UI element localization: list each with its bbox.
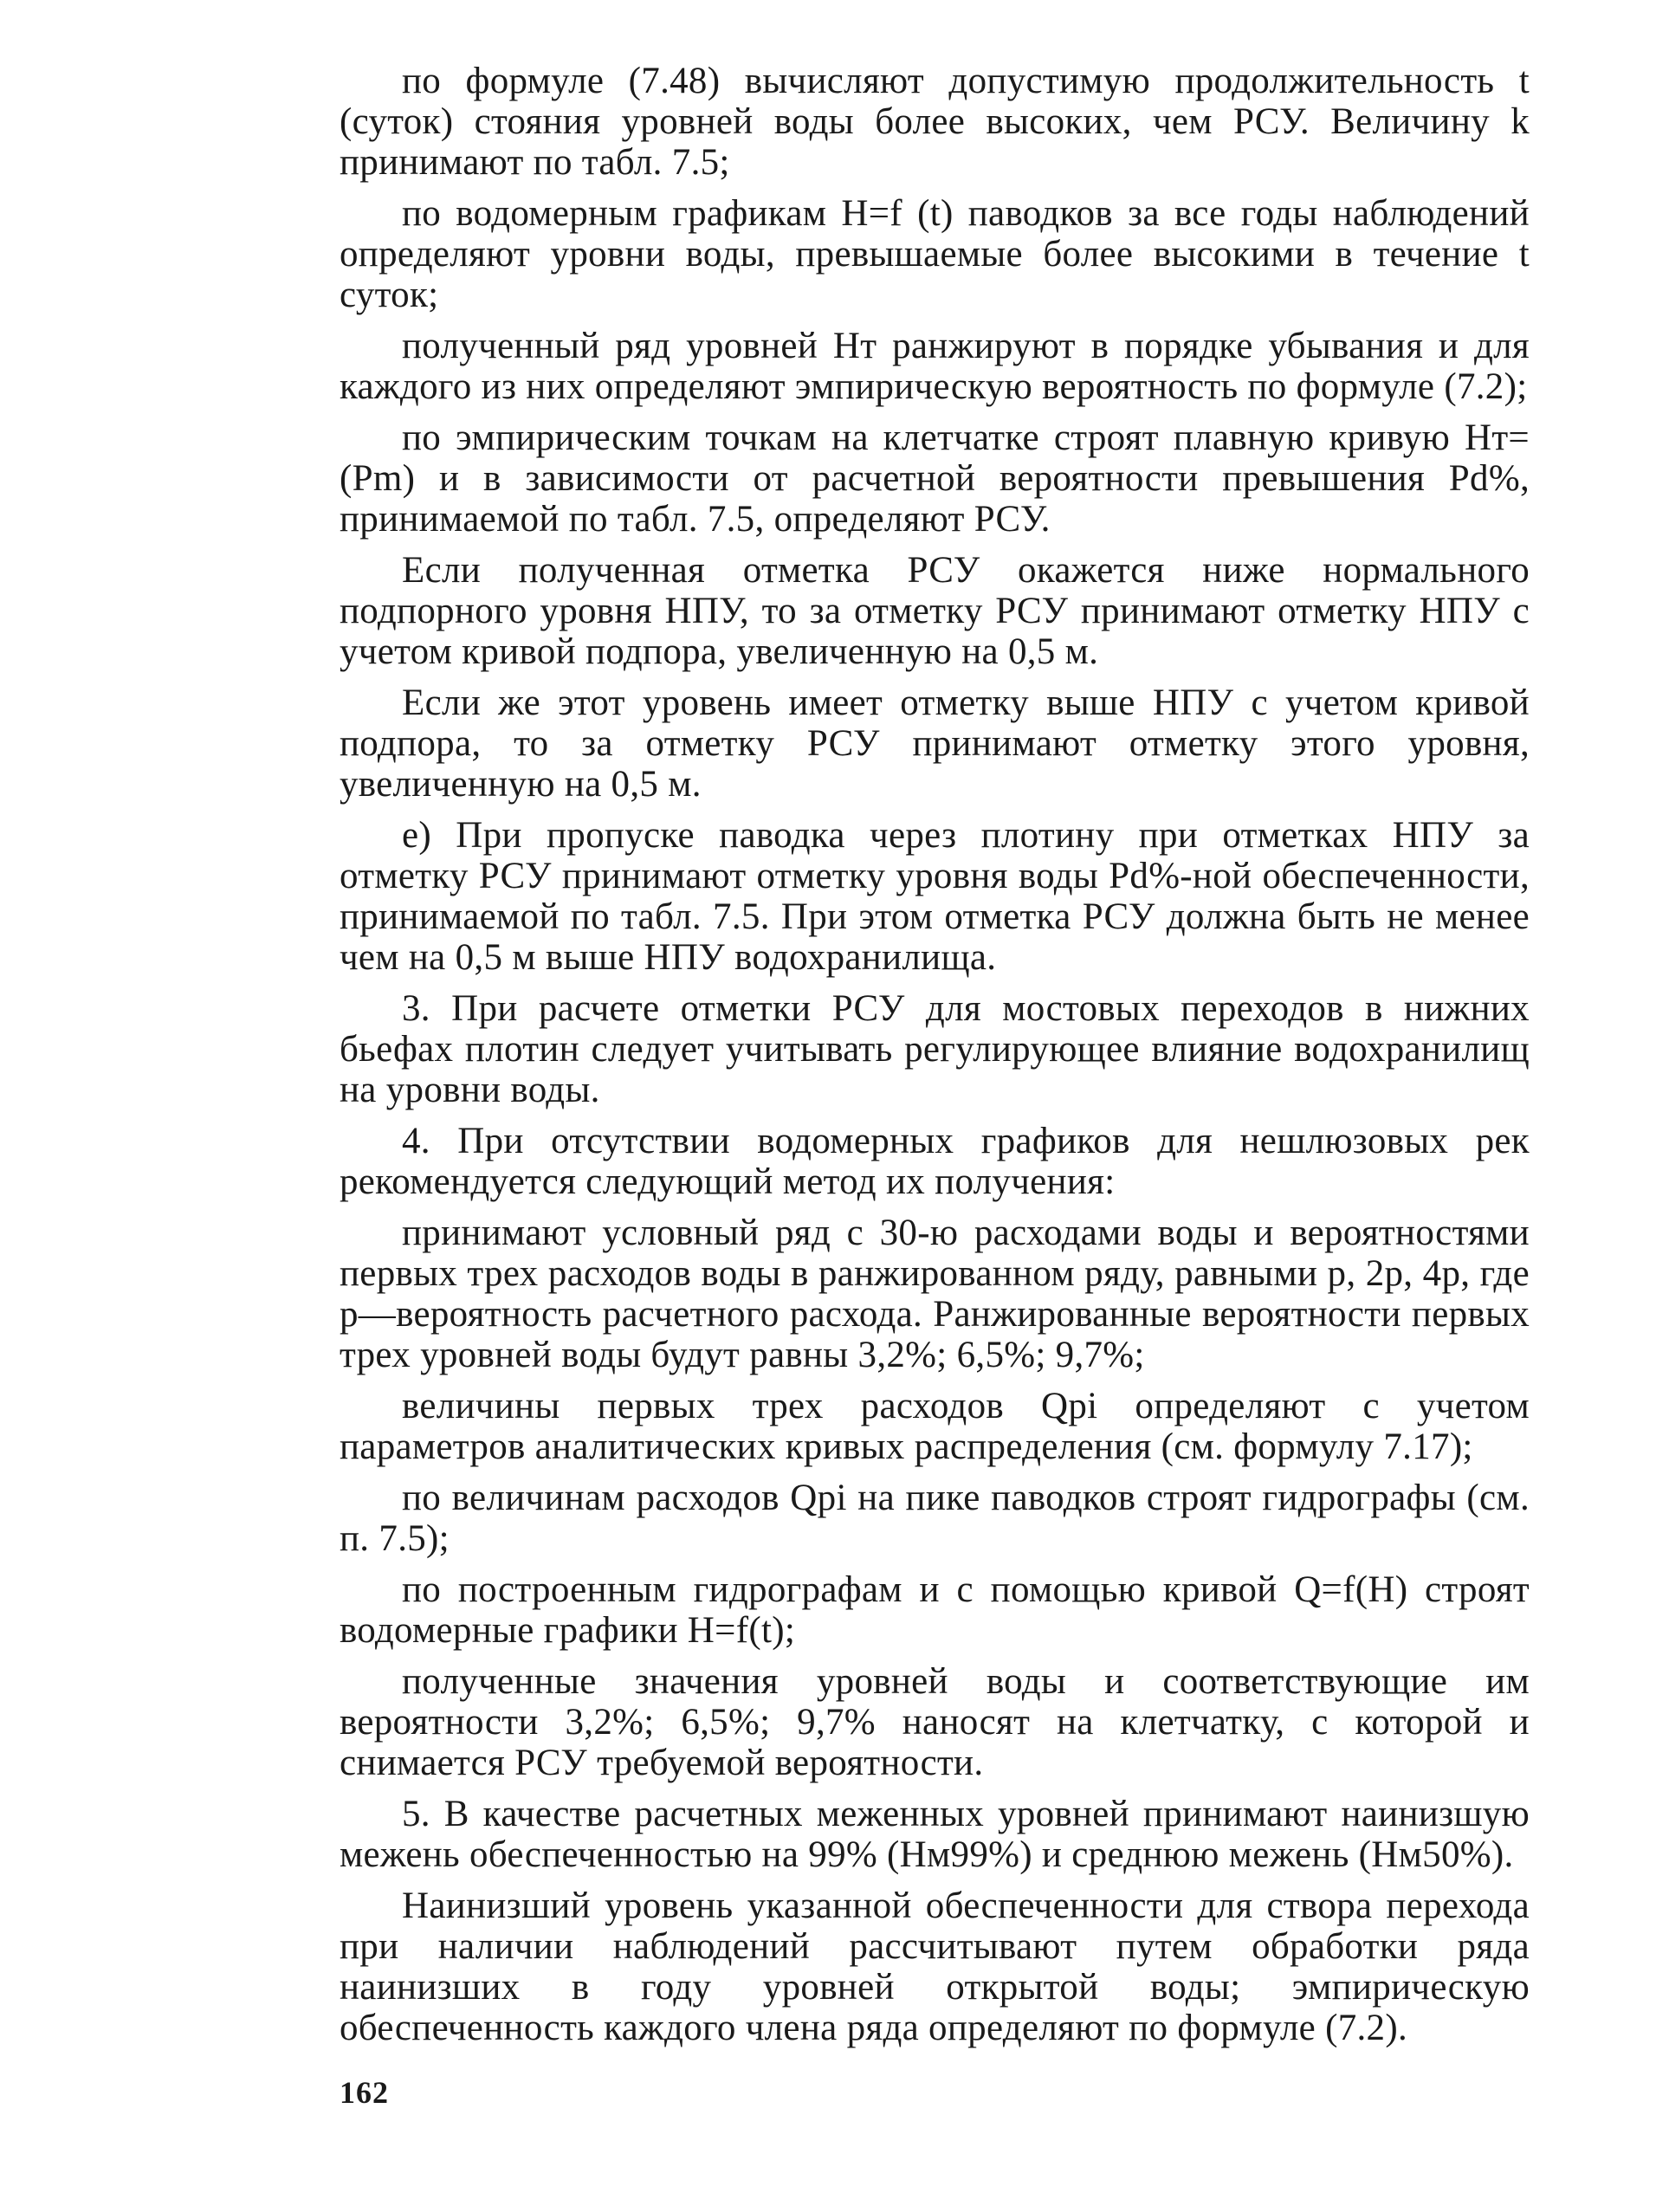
- paragraph-15: 5. В качестве расчетных меженных уровней принимают наинизшую межень обеспеченностью на 99% (Hм99%) и среднюю межень (Hм50%).: [340, 1794, 1530, 1875]
- paragraph-12: по величинам расходов Qpi на пике паводков строят гидрографы (см. п. 7.5);: [340, 1478, 1530, 1559]
- page-number: 162: [340, 2075, 389, 2110]
- paragraph-16: Наинизший уровень указанной обеспеченности для створа перехода при наличии наблюдений рассчитывают путем обработки ряда наинизших в году уровней открытой воды; эмпирическую обеспеченность каждого члена ряда определяют по формуле (7.2).: [340, 1885, 1530, 2048]
- paragraph-10: принимают условный ряд с 30-ю расходами воды и вероятностями первых трех расходов воды в ранжированном ряду, равными p, 2p, 4p, где p—вероятность расчетного расхода. Ранжированные вероятности первых трех уровней воды будут равны 3,2%; 6,5%; 9,7%;: [340, 1213, 1530, 1375]
- paragraph-5: Если полученная отметка РСУ окажется ниже нормального подпорного уровня НПУ, то за отметку РСУ принимают отметку НПУ с учетом кривой подпора, увеличенную на 0,5 м.: [340, 550, 1530, 672]
- paragraph-11: величины первых трех расходов Qpi определяют с учетом параметров аналитических кривых распределения (см. формулу 7.17);: [340, 1386, 1530, 1467]
- paragraph-14: полученные значения уровней воды и соответствующие им вероятности 3,2%; 6,5%; 9,7% наносят на клетчатку, с которой и снимается РСУ требуемой вероятности.: [340, 1661, 1530, 1783]
- paragraph-1: по формуле (7.48) вычисляют допустимую продолжительность t (суток) стояния уровней воды более высоких, чем РСУ. Величину k принимают по табл. 7.5;: [340, 61, 1530, 183]
- paragraph-4: по эмпирическим точкам на клетчатке строят плавную кривую Hт= (Pm) и в зависимости от расчетной вероятности превышения Pd%, принимаемой по табл. 7.5, определяют РСУ.: [340, 417, 1530, 540]
- paragraph-6: Если же этот уровень имеет отметку выше НПУ с учетом кривой подпора, то за отметку РСУ принимают отметку этого уровня, увеличенную на 0,5 м.: [340, 682, 1530, 805]
- paragraph-8: 3. При расчете отметки РСУ для мостовых переходов в нижних бьефах плотин следует учитывать регулирующее влияние водохранилищ на уровни воды.: [340, 988, 1530, 1110]
- paragraph-9: 4. При отсутствии водомерных графиков для нешлюзовых рек рекомендуется следующий метод их получения:: [340, 1121, 1530, 1202]
- page-text-body: [340, 61, 1530, 2059]
- paragraph-2: по водомерным графикам H=f (t) паводков за все годы наблюдений определяют уровни воды, превышаемые более высокими в течение t суток;: [340, 193, 1530, 315]
- paragraph-3: полученный ряд уровней Hт ранжируют в порядке убывания и для каждого из них определяют эмпирическую вероятность по формуле (7.2);: [340, 326, 1530, 407]
- paragraph-7: е) При пропуске паводка через плотину при отметках НПУ за отметку РСУ принимают отметку уровня воды Pd%-ной обеспеченности, принимаемой по табл. 7.5. При этом отметка РСУ должна быть не менее чем на 0,5 м выше НПУ водохранилища.: [340, 815, 1530, 978]
- paragraph-13: по построенным гидрографам и с помощью кривой Q=f(H) строят водомерные графики H=f(t);: [340, 1569, 1530, 1651]
